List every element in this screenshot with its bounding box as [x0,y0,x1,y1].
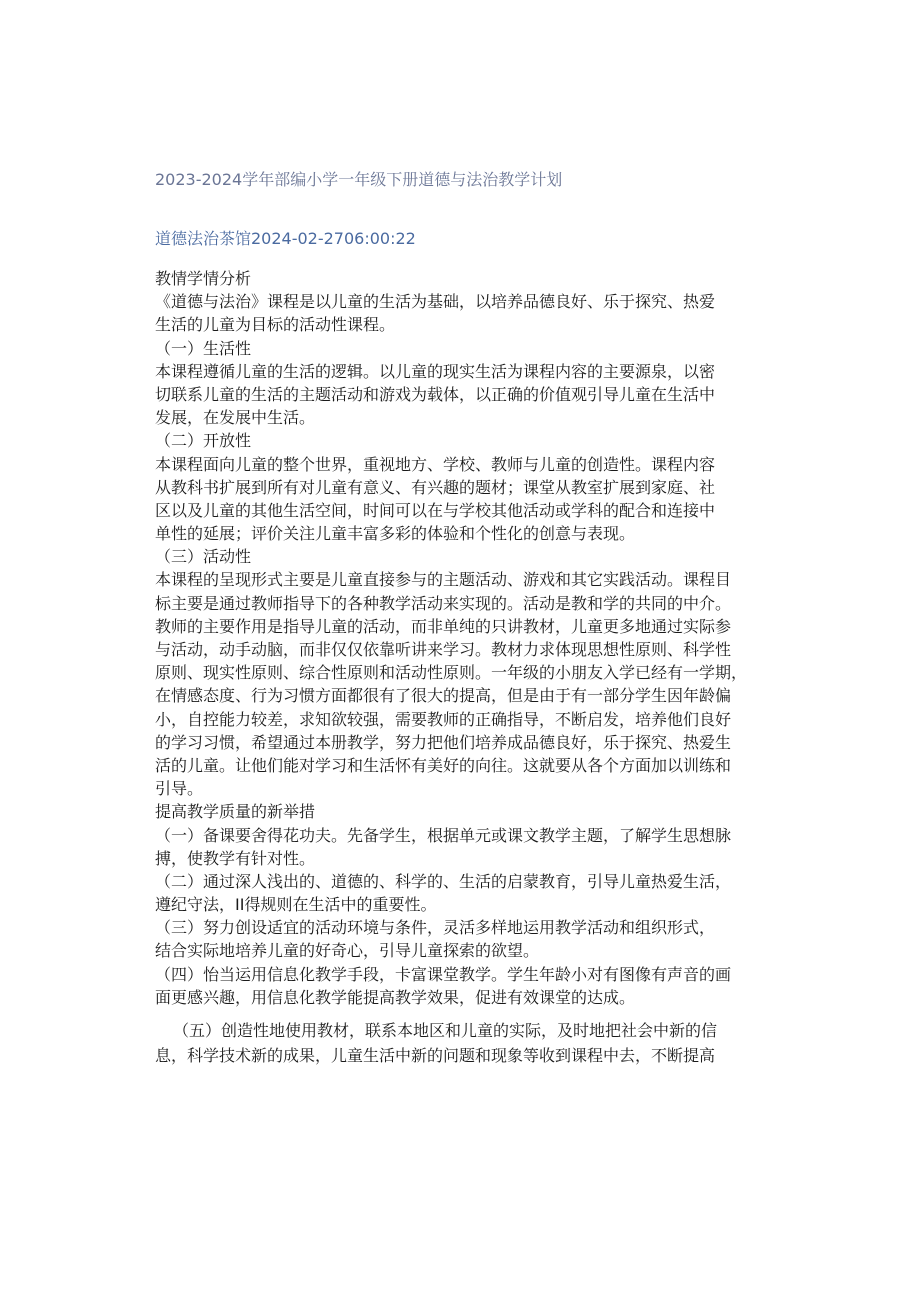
subsection-heading: （一）生活性 [155,338,252,358]
body-line: （四）怡当运用信息化教学手段，卡富课堂教学。学生年龄小对有图像有声音的画 [155,964,732,984]
body-line: 小，自控能力较差，求知欲较强，需要教师的正确指导，不断启发，培养他们良好 [155,709,732,729]
section-heading: 提高教学质量的新举措 [155,802,316,822]
body-line: 单性的延展；评价关注儿童丰富多彩的体验和个性化的创意与表现。 [155,524,636,544]
document-title: 2023-2024学年部编小学一年级下册道德与法治教学计划 [155,170,563,189]
body-line: 生活的儿童为目标的活动性课程。 [155,315,396,335]
body-line: 本课程面向儿童的整个世界，重视地方、学校、教师与儿童的创造性。课程内容 [155,454,716,474]
body-line: 息，科学技术新的成果，儿童生活中新的问题和现象等收到课程中去，不断提高 [155,1046,716,1065]
body-line: 活的儿童。让他们能对学习和生活怀有美好的向往。这就要从各个方面加以训练和 [155,755,732,775]
body-line: 与活动，动手动脑，而非仅仅依靠听讲来学习。教材力求体现思想性原则、科学性 [155,640,732,659]
body-line: （五）创造性地使用教材，联系本地区和儿童的实际，及时地把社会中新的信 [173,1021,718,1040]
document-meta: 道德法治茶馆2024-02-2706:00:22 [155,229,416,248]
body-line: 《道德与法治》课程是以儿童的生活为基础，以培养品德良好、乐于探究、热爱 [155,292,716,312]
body-line: 引导。 [155,779,204,799]
body-line: 结合实际地培养儿童的好奇心，引导儿童探索的欲望。 [155,941,540,961]
body-line: 在情感态度、行为习惯方面都很有了很大的提高，但是由于有一部分学生因年龄偏 [155,686,732,706]
body-line: 的学习习惯，希望通过本册教学，努力把他们培养成品德良好，乐于探究、热爱生 [155,732,732,752]
document-body [155,267,770,1009]
body-line: 遵纪守法，II得规则在生活中的重要性。 [155,895,437,915]
body-line: （二）通过深人浅出的、道德的、科学的、生活的启蒙教育，引导儿童热爱生活， [155,871,732,891]
body-line: 发展，在发展中生活。 [155,408,316,428]
document-body-continued [155,1018,770,1068]
body-line: 标主要是通过教师指导下的各种教学活动来实现的。活动是教和学的共同的中介。 [155,593,732,613]
body-line: 搏，使教学有针对性。 [155,848,316,868]
body-line: 面更感兴趣，用信息化教学能提高教学效果，促进有效课堂的达成。 [155,987,636,1007]
body-line: （三）努力创设适宜的活动环境与条件，灵活多样地运用教学活动和组织形式， [155,918,716,938]
body-line: 区以及儿童的其他生活空间，时间可以在与学校其他活动或学科的配合和连接中 [155,500,716,520]
subsection-heading: （二）开放性 [155,431,252,451]
body-line: 本课程的呈现形式主要是儿童直接参与的主题活动、游戏和其它实践活动。课程目 [155,570,732,590]
section-heading: 教情学情分析 [155,269,252,288]
body-line: 从教科书扩展到所有对儿童有意义、有兴趣的题材；课堂从教室扩展到家庭、社 [155,477,716,497]
body-line: 本课程遵循儿童的生活的逻辑。以儿童的现实生活为课程内容的主要源泉，以密 [155,361,716,381]
body-line: （一）备课要舍得花功夫。先备学生，根据单元或课文教学主题，了解学生思想脉 [155,825,732,845]
subsection-heading: （三）活动性 [155,547,252,567]
body-line: 原则、现实性原则、综合性原则和活动性原则。一年级的小朋友入学已经有一学期， [155,663,748,683]
body-line: 教师的主要作用是指导儿童的活动，而非单纯的只讲教材，儿童更多地通过实际参 [155,616,732,636]
body-line: 切联系儿童的生活的主题活动和游戏为载体，以正确的价值观引导儿童在生活中 [155,384,716,404]
